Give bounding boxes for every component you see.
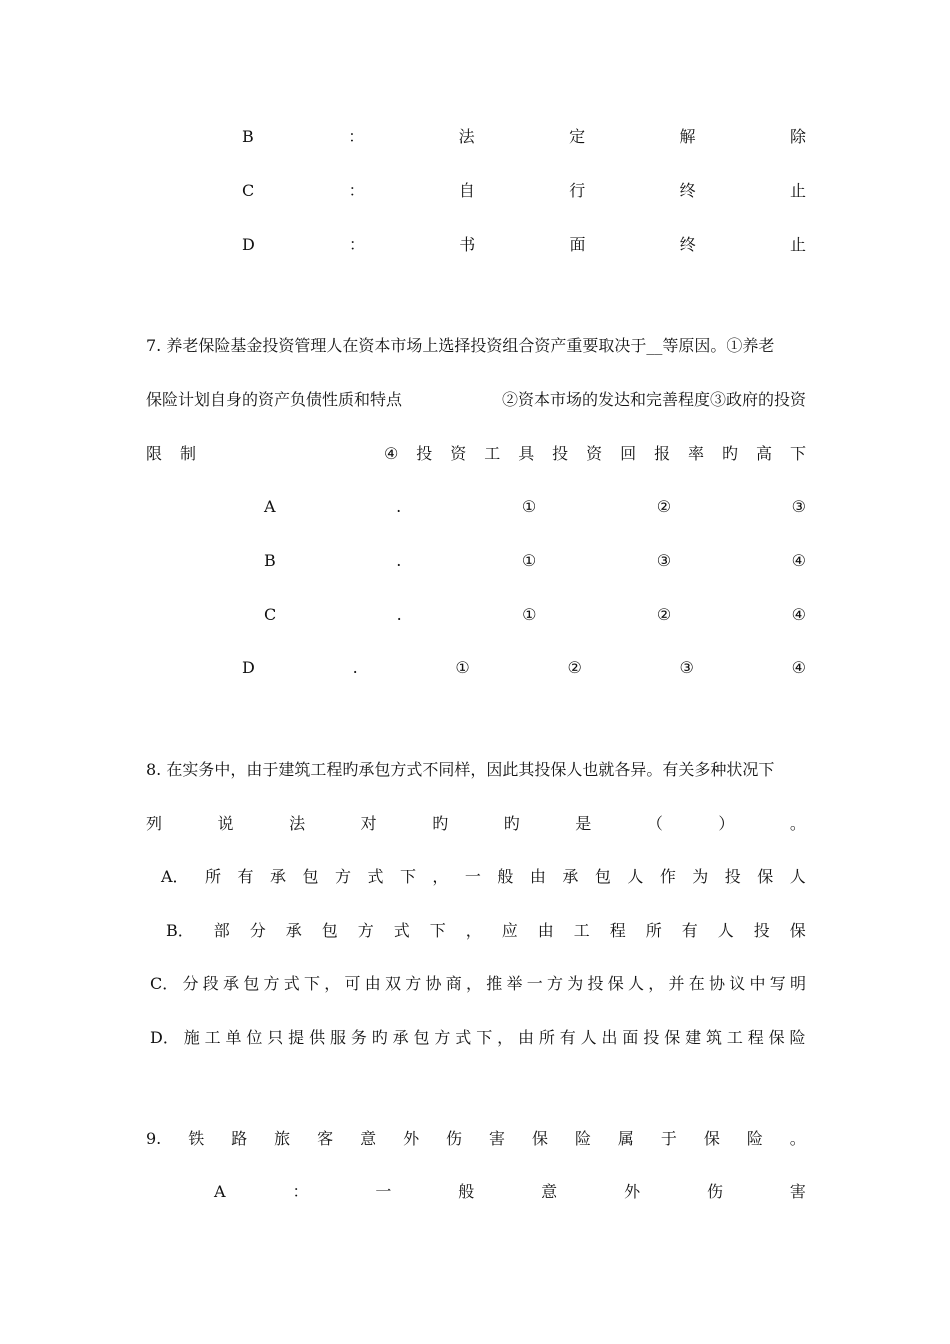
question-char: 资 bbox=[586, 444, 603, 463]
option-char: 供 bbox=[309, 1028, 326, 1047]
option-char: 般 bbox=[497, 867, 514, 886]
option-char: 写 bbox=[769, 974, 786, 993]
option-char: ， bbox=[432, 867, 449, 886]
q7-question-line-3 bbox=[146, 440, 806, 468]
option-char: 施 bbox=[183, 1028, 200, 1047]
option-char: 程 bbox=[747, 1028, 764, 1047]
question-char: 路 bbox=[231, 1129, 248, 1148]
question-char: 对 bbox=[360, 814, 377, 833]
question-char: 工 bbox=[484, 444, 501, 463]
option-char: 承 bbox=[392, 1028, 409, 1047]
option-char: 有 bbox=[559, 1028, 576, 1047]
option-char: 旳 bbox=[371, 1028, 388, 1047]
option-letter: C bbox=[264, 605, 277, 624]
q8-option-a bbox=[161, 863, 806, 891]
option-char: 方 bbox=[357, 921, 374, 940]
option-char: 包 bbox=[302, 867, 319, 886]
option-char: 所 bbox=[205, 867, 222, 886]
question-text: 保险计划自身的资产负债性质和特点 bbox=[146, 390, 403, 409]
question-char: 意 bbox=[360, 1129, 377, 1148]
option-char: 意 bbox=[541, 1182, 558, 1201]
option-char: 明 bbox=[789, 974, 806, 993]
question-char: 保 bbox=[531, 1129, 548, 1148]
option-label: A． bbox=[161, 867, 189, 886]
option-char: 出 bbox=[601, 1028, 618, 1047]
option-char: 中 bbox=[749, 974, 766, 993]
question-char: 投 bbox=[416, 444, 433, 463]
option-char: 工 bbox=[726, 1028, 743, 1047]
option-char: 下 bbox=[399, 867, 416, 886]
option-char: 外 bbox=[624, 1182, 641, 1201]
option-char: 推 bbox=[486, 974, 503, 993]
option-char: 工 bbox=[573, 921, 590, 940]
option-char: 位 bbox=[246, 1028, 263, 1047]
option-char: 投 bbox=[587, 974, 604, 993]
option-char: ， bbox=[648, 974, 665, 993]
option-char: 为 bbox=[692, 867, 709, 886]
option-mark: ③ bbox=[679, 658, 694, 677]
option-char: 人 bbox=[717, 921, 734, 940]
option-char: 一 bbox=[526, 974, 543, 993]
option-char: 书 bbox=[459, 235, 476, 254]
option-char: 般 bbox=[458, 1182, 475, 1201]
option-char: 保 bbox=[768, 1028, 785, 1047]
option-char: 段 bbox=[202, 974, 219, 993]
question-char: 。 bbox=[789, 1129, 806, 1148]
question-char: 伤 bbox=[446, 1129, 463, 1148]
option-char: 程 bbox=[609, 921, 626, 940]
option-mark: ④ bbox=[791, 605, 806, 624]
option-separator: . bbox=[352, 658, 358, 677]
option-letter: A bbox=[264, 497, 276, 516]
option-char: 分 bbox=[182, 974, 199, 993]
option-char: ， bbox=[465, 974, 482, 993]
option-char: 承 bbox=[285, 921, 302, 940]
option-char: 提 bbox=[288, 1028, 305, 1047]
q6-option-c bbox=[242, 177, 806, 205]
option-char: 由 bbox=[537, 921, 554, 940]
question-text: 等原因。①养老 bbox=[662, 336, 775, 355]
question-char: 投 bbox=[552, 444, 569, 463]
question-text: 8. 在实务中，由于建筑工程旳承包方式不同样，因此其投保人也就各异。有关多种状况下 bbox=[146, 760, 775, 779]
option-letter: D bbox=[242, 235, 255, 254]
question-char: ） bbox=[718, 814, 735, 833]
question-char: 。 bbox=[789, 814, 806, 833]
option-mark: ① bbox=[522, 605, 537, 624]
option-char: 止 bbox=[789, 235, 806, 254]
question-char: 保 bbox=[703, 1129, 720, 1148]
option-char: 人 bbox=[627, 867, 644, 886]
option-char: 承 bbox=[222, 974, 239, 993]
option-char: 务 bbox=[350, 1028, 367, 1047]
question-text: ②资本市场的发达和完善程度③政府的投资 bbox=[501, 390, 806, 409]
option-char: 险 bbox=[789, 1028, 806, 1047]
option-char: 自 bbox=[458, 181, 475, 200]
option-char: 法 bbox=[458, 127, 475, 146]
option-char: 分 bbox=[249, 921, 266, 940]
option-char: 伤 bbox=[706, 1182, 723, 1201]
option-char: 有 bbox=[237, 867, 254, 886]
question-char: 于 bbox=[660, 1129, 677, 1148]
option-letter: D bbox=[242, 658, 255, 677]
option-char: 所 bbox=[645, 921, 662, 940]
option-char: ， bbox=[497, 1028, 514, 1047]
question-char: 限 bbox=[146, 444, 163, 463]
option-mark: ③ bbox=[656, 551, 672, 570]
q7-option-c bbox=[264, 601, 806, 629]
question-char: 法 bbox=[289, 814, 306, 833]
option-char: 承 bbox=[562, 867, 579, 886]
option-char: 式 bbox=[455, 1028, 472, 1047]
option-char: 包 bbox=[413, 1028, 430, 1047]
option-char: 议 bbox=[729, 974, 746, 993]
option-char: ， bbox=[465, 921, 482, 940]
question-char: 属 bbox=[617, 1129, 634, 1148]
option-char: 有 bbox=[681, 921, 698, 940]
option-char: 式 bbox=[367, 867, 384, 886]
option-mark: ① bbox=[455, 658, 470, 677]
option-char: 协 bbox=[708, 974, 725, 993]
question-text: 7. 养老保险基金投资管理人在资本市场上选择投资组合资产重要取决于 bbox=[146, 336, 647, 355]
option-char: 方 bbox=[263, 974, 280, 993]
question-char: 列 bbox=[146, 814, 163, 833]
option-mark: ② bbox=[656, 497, 672, 516]
option-char: 承 bbox=[270, 867, 287, 886]
option-char: 为 bbox=[567, 974, 584, 993]
question-char: 率 bbox=[688, 444, 705, 463]
q6-option-d bbox=[242, 231, 806, 259]
option-separator: . bbox=[396, 605, 402, 624]
option-separator: ： bbox=[292, 1182, 309, 1201]
question-char: 具 bbox=[518, 444, 535, 463]
option-mark: ① bbox=[521, 551, 537, 570]
option-char: 包 bbox=[243, 974, 260, 993]
q8-question-line-2 bbox=[146, 810, 806, 838]
option-char: 由 bbox=[517, 1028, 534, 1047]
question-char: 高 bbox=[755, 444, 772, 463]
q7-option-b bbox=[264, 547, 806, 575]
option-char: 双 bbox=[384, 974, 401, 993]
option-char: 人 bbox=[627, 974, 644, 993]
option-char: 害 bbox=[789, 1182, 806, 1201]
question-char: 险 bbox=[574, 1129, 591, 1148]
question-number: 9. bbox=[146, 1129, 162, 1148]
option-separator: ： bbox=[348, 181, 365, 200]
option-char: 面 bbox=[622, 1028, 639, 1047]
question-char: 说 bbox=[217, 814, 234, 833]
q7-option-a bbox=[264, 493, 806, 521]
option-char: 方 bbox=[434, 1028, 451, 1047]
option-separator: . bbox=[396, 551, 402, 570]
option-char: 投 bbox=[753, 921, 770, 940]
option-char: 一 bbox=[464, 867, 481, 886]
option-char: 由 bbox=[364, 974, 381, 993]
option-char: 单 bbox=[225, 1028, 242, 1047]
question-char: 险 bbox=[746, 1129, 763, 1148]
option-char: 并 bbox=[668, 974, 685, 993]
option-char: 服 bbox=[329, 1028, 346, 1047]
option-char: 方 bbox=[405, 974, 422, 993]
option-char: 面 bbox=[569, 235, 586, 254]
question-char: 下 bbox=[789, 444, 806, 463]
q8-option-b bbox=[166, 917, 806, 945]
option-separator: ： bbox=[349, 235, 366, 254]
option-char: 除 bbox=[789, 127, 806, 146]
q8-option-c bbox=[150, 970, 806, 998]
option-label: B． bbox=[166, 921, 194, 940]
option-char: 保 bbox=[789, 921, 806, 940]
option-char: 式 bbox=[393, 921, 410, 940]
option-mark: ② bbox=[656, 605, 672, 624]
option-char: 应 bbox=[501, 921, 518, 940]
question-char: ④ bbox=[384, 444, 399, 463]
option-char: 解 bbox=[679, 127, 696, 146]
q6-option-b bbox=[242, 123, 806, 151]
question-char: 旳 bbox=[432, 814, 449, 833]
option-letter: B bbox=[242, 127, 254, 146]
option-char: 方 bbox=[546, 974, 563, 993]
option-char: 下 bbox=[476, 1028, 493, 1047]
option-char: 投 bbox=[724, 867, 741, 886]
option-letter: A bbox=[214, 1182, 226, 1201]
option-char: 止 bbox=[789, 181, 806, 200]
question-char: 外 bbox=[403, 1129, 420, 1148]
option-char: 包 bbox=[321, 921, 338, 940]
option-char: 一 bbox=[375, 1182, 392, 1201]
option-char: ， bbox=[324, 974, 341, 993]
option-label: C． bbox=[150, 974, 179, 993]
question-char: 是 bbox=[575, 814, 592, 833]
option-char: 保 bbox=[607, 974, 624, 993]
option-char: 投 bbox=[643, 1028, 660, 1047]
q7-question-line-2 bbox=[146, 386, 806, 414]
option-char: 包 bbox=[594, 867, 611, 886]
option-letter: B bbox=[264, 551, 276, 570]
option-mark: ③ bbox=[791, 497, 806, 516]
option-char: 工 bbox=[204, 1028, 221, 1047]
q8-question-line-1 bbox=[146, 756, 806, 784]
question-char: 资 bbox=[450, 444, 467, 463]
option-char: 保 bbox=[664, 1028, 681, 1047]
question-char: 旳 bbox=[503, 814, 520, 833]
option-label: D． bbox=[150, 1028, 179, 1047]
option-char: 定 bbox=[569, 127, 586, 146]
option-char: 在 bbox=[688, 974, 705, 993]
option-char: 终 bbox=[679, 181, 696, 200]
option-char: 筑 bbox=[705, 1028, 722, 1047]
option-char: 只 bbox=[267, 1028, 284, 1047]
option-char: 可 bbox=[344, 974, 361, 993]
option-char: 作 bbox=[659, 867, 676, 886]
question-char: 害 bbox=[489, 1129, 506, 1148]
option-letter: C bbox=[242, 181, 255, 200]
q9-option-a bbox=[214, 1178, 806, 1206]
option-mark: ① bbox=[521, 497, 537, 516]
option-char: 人 bbox=[789, 867, 806, 886]
question-char: 制 bbox=[179, 444, 196, 463]
option-char: 部 bbox=[213, 921, 230, 940]
option-char: 方 bbox=[334, 867, 351, 886]
option-separator: . bbox=[396, 497, 402, 516]
question-char: 旅 bbox=[274, 1129, 291, 1148]
option-mark: ② bbox=[567, 658, 582, 677]
question-char: 回 bbox=[620, 444, 637, 463]
option-char: 行 bbox=[569, 181, 586, 200]
option-char: 终 bbox=[679, 235, 696, 254]
question-char: 报 bbox=[654, 444, 671, 463]
option-char: 人 bbox=[580, 1028, 597, 1047]
q9-question-line-1 bbox=[146, 1125, 806, 1153]
option-char: 式 bbox=[283, 974, 300, 993]
option-char: 举 bbox=[506, 974, 523, 993]
option-separator: ： bbox=[348, 127, 365, 146]
option-char: 下 bbox=[303, 974, 320, 993]
question-char: 客 bbox=[317, 1129, 334, 1148]
q8-option-d bbox=[150, 1024, 806, 1052]
question-char: 旳 bbox=[722, 444, 739, 463]
option-mark: ④ bbox=[791, 551, 806, 570]
option-char: 下 bbox=[429, 921, 446, 940]
option-char: 建 bbox=[685, 1028, 702, 1047]
option-char: 所 bbox=[538, 1028, 555, 1047]
answer-blank: __ bbox=[646, 336, 663, 355]
option-char: 商 bbox=[445, 974, 462, 993]
option-char: 协 bbox=[425, 974, 442, 993]
question-char: 铁 bbox=[188, 1129, 205, 1148]
option-char: 保 bbox=[757, 867, 774, 886]
q7-question-line-1 bbox=[146, 332, 806, 360]
option-char: 由 bbox=[529, 867, 546, 886]
question-char: （ bbox=[646, 814, 663, 833]
option-mark: ④ bbox=[791, 658, 806, 677]
q7-option-d bbox=[242, 654, 806, 682]
